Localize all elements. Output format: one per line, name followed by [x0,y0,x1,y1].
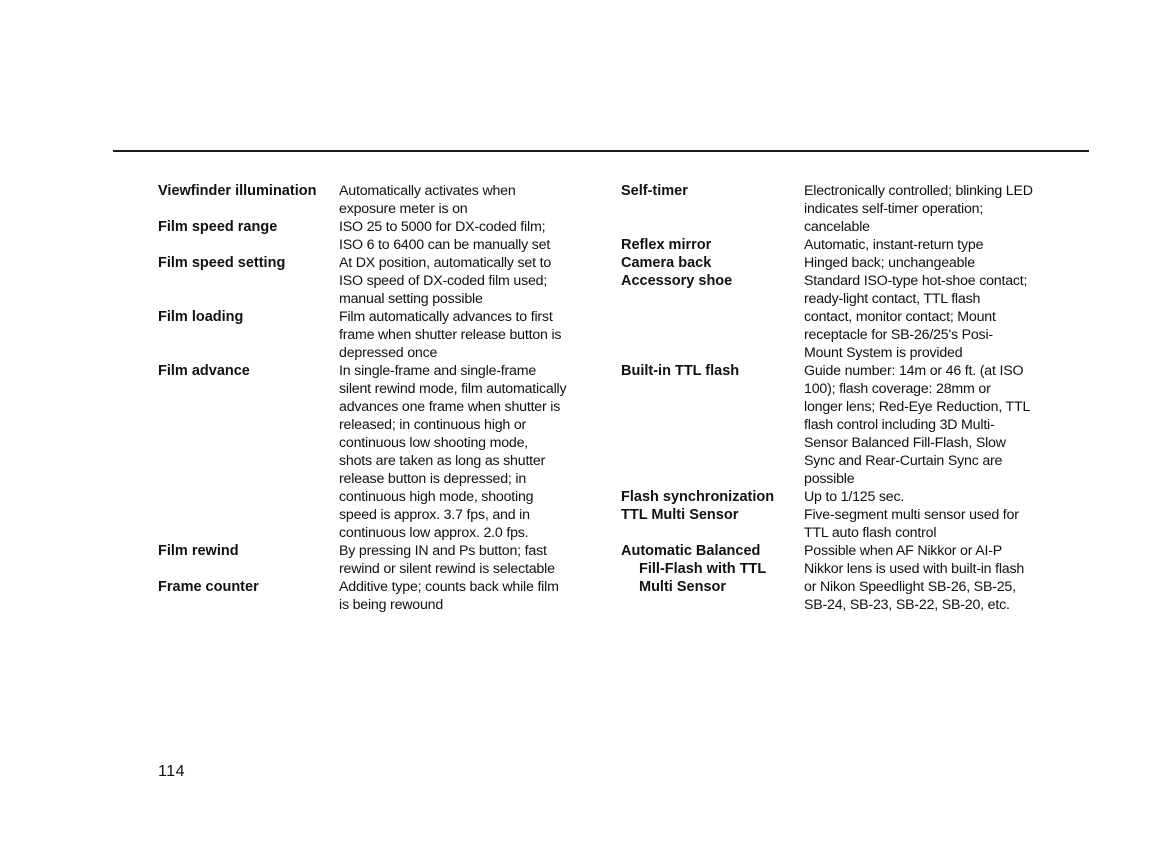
spec-value-line: indicates self-timer operation; [804,201,984,217]
spec-row [621,236,1076,254]
spec-value-line: In single-frame and single-frame [339,363,537,379]
spec-row [158,218,608,254]
spec-label [621,182,804,200]
spec-value-line: Automatic, instant-return type [804,237,984,253]
spec-label-line: Multi Sensor [639,579,727,595]
spec-value [339,254,551,308]
spec-label-line: Reflex mirror [621,237,712,253]
spec-value-line: Electronically controlled; blinking LED [804,183,1033,199]
spec-label [158,254,339,272]
spec-label [158,218,339,236]
page-number: 114 [158,763,186,780]
spec-value [339,218,550,254]
spec-label-line: Camera back [621,255,712,271]
spec-label-line: Fill-Flash with TTL [639,561,767,577]
spec-label [158,182,339,200]
spec-value-line: flash control including 3D Multi- [804,417,995,433]
spec-label-line: TTL Multi Sensor [621,507,739,523]
spec-value-line: Standard ISO-type hot-shoe contact; [804,273,1028,289]
spec-label-line: Frame counter [158,579,259,595]
spec-label-line: Film rewind [158,543,239,559]
spec-value-line: Mount System is provided [804,345,963,361]
spec-value-line: By pressing IN and Ps button; fast [339,543,547,559]
spec-label [621,542,804,596]
spec-value [339,182,516,218]
spec-value [804,542,1024,614]
spec-value-line: rewind or silent rewind is selectable [339,561,555,577]
spec-label-line: Film speed range [158,219,278,235]
spec-value-line: is being rewound [339,597,444,613]
spec-value-line: Hinged back; unchangeable [804,255,975,271]
spec-label [158,542,339,560]
spec-value-line: ready-light contact, TTL flash [804,291,981,307]
spec-value-line: shots are taken as long as shutter [339,453,546,469]
spec-value [804,506,1019,542]
spec-value-line: 100); flash coverage: 28mm or [804,381,991,397]
spec-value-line: frame when shutter release button is [339,327,562,343]
spec-value-line: ISO 25 to 5000 for DX-coded film; [339,219,546,235]
spec-row [621,542,1076,614]
spec-value-line: Film automatically advances to first [339,309,553,325]
spec-value-line: ISO speed of DX-coded film used; [339,273,548,289]
spec-value [804,182,1033,236]
spec-value-line: Nikkor lens is used with built-in flash [804,561,1025,577]
spec-label-line: Viewfinder illumination [158,183,317,199]
spec-label [621,236,804,254]
spec-label-line: Film advance [158,363,250,379]
spec-row [621,506,1076,542]
spec-label [621,362,804,380]
spec-value-line: continuous low approx. 2.0 fps. [339,525,529,541]
spec-value-line: SB-24, SB-23, SB-22, SB-20, etc. [804,597,1010,613]
spec-label-line: Built-in TTL flash [621,363,740,379]
spec-value-line: Sensor Balanced Fill-Flash, Slow [804,435,1006,451]
spec-row [158,254,608,308]
spec-label [158,578,339,596]
spec-row [621,182,1076,236]
spec-value [804,236,983,254]
spec-value-line: depressed once [339,345,438,361]
spec-value-line: Additive type; counts back while film [339,579,559,595]
spec-value-line: release button is depressed; in [339,471,527,487]
spec-row [621,254,1076,272]
spec-value [804,272,1027,362]
spec-value [339,542,555,578]
spec-value-line: continuous low shooting mode, [339,435,529,451]
spec-value-line: silent rewind mode, film automatically [339,381,567,397]
spec-label-line: Automatic Balanced [621,543,761,559]
spec-value-line: longer lens; Red-Eye Reduction, TTL [804,399,1031,415]
spec-label [621,272,804,290]
spec-value-line: ISO 6 to 6400 can be manually set [339,237,551,253]
spec-row [158,542,608,578]
spec-value-line: cancelable [804,219,870,235]
spec-label-line: Flash synchronization [621,489,775,505]
spec-value [804,488,904,506]
spec-value-line: At DX position, automatically set to [339,255,552,271]
spec-row [158,578,608,614]
spec-value [339,362,566,542]
spec-value [804,362,1030,488]
spec-value-line: manual setting possible [339,291,483,307]
spec-value-line: Up to 1/125 sec. [804,489,905,505]
spec-label-line: Self-timer [621,183,688,199]
spec-label [621,506,804,524]
spec-row [158,362,608,542]
spec-value [339,578,559,614]
spec-value-line: TTL auto flash control [804,525,937,541]
spec-value-line: Automatically activates when [339,183,516,199]
spec-value-line: speed is approx. 3.7 fps, and in [339,507,530,523]
spec-value-line: Five-segment multi sensor used for [804,507,1019,523]
spec-value-line: possible [804,471,855,487]
spec-label [621,254,804,272]
spec-value-line: released; in continuous high or [339,417,527,433]
spec-value [339,308,561,362]
spec-row [621,362,1076,488]
spec-value-line: exposure meter is on [339,201,468,217]
spec-value-line: receptacle for SB-26/25's Posi- [804,327,993,343]
spec-value-line: Sync and Rear-Curtain Sync are [804,453,1003,469]
spec-label-line: Film loading [158,309,244,325]
spec-value [804,254,975,272]
spec-label-line: Accessory shoe [621,273,733,289]
spec-row [158,182,608,218]
spec-label [621,488,804,506]
spec-label [158,308,339,326]
spec-value-line: continuous high mode, shooting [339,489,534,505]
spec-value-line: advances one frame when shutter is [339,399,561,415]
spec-value-line: or Nikon Speedlight SB-26, SB-25, [804,579,1016,595]
spec-row [621,488,1076,506]
spec-column-right [621,182,1076,614]
spec-label-line: Film speed setting [158,255,286,271]
spec-value-line: Guide number: 14m or 46 ft. (at ISO [804,363,1024,379]
spec-value-line: contact, monitor contact; Mount [804,309,996,325]
spec-row [621,272,1076,362]
spec-column-left [158,182,608,614]
spec-row [158,308,608,362]
spec-label [158,362,339,380]
header-rule [113,150,1089,152]
spec-value-line: Possible when AF Nikkor or AI-P [804,543,1003,559]
